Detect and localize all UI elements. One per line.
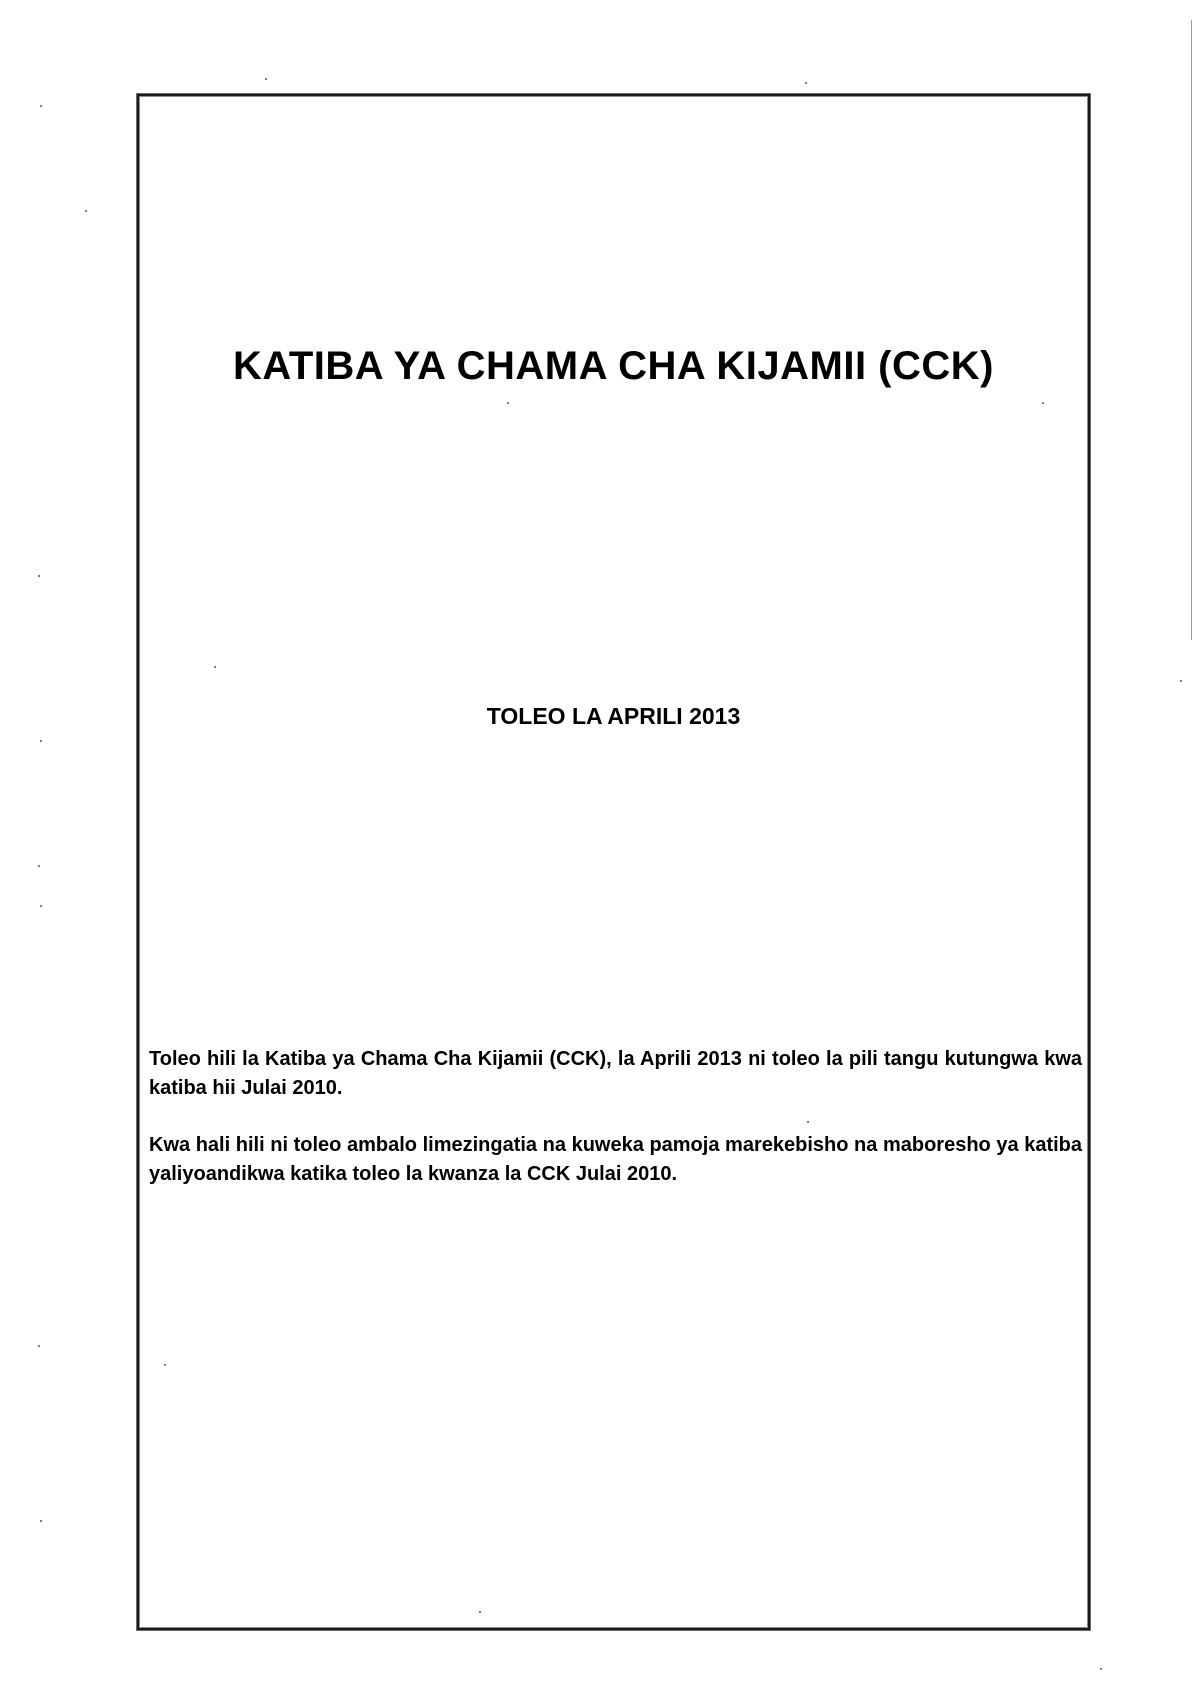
page-border xyxy=(137,94,1090,1630)
edition-notes xyxy=(149,1045,1082,1217)
note-paragraph: Toleo hili la Katiba ya Chama Cha Kijamii (CCK), la Aprili 2013 ni toleo la pili tangu kutungwa kwa katiba hii Julai 2010. xyxy=(149,1048,1082,1099)
scan-speck xyxy=(40,1520,42,1522)
scan-speck xyxy=(265,78,267,80)
scan-speck xyxy=(38,865,40,867)
scan-speck xyxy=(507,402,509,404)
scan-speck xyxy=(38,575,40,577)
scan-speck xyxy=(40,740,42,742)
scan-speck xyxy=(1180,680,1182,682)
scan-speck xyxy=(38,1345,40,1347)
scan-speck xyxy=(1100,1668,1102,1670)
scan-speck xyxy=(164,1364,166,1366)
scan-speck xyxy=(1042,402,1044,404)
scan-speck xyxy=(479,1611,481,1613)
note-paragraph: Kwa hali hili ni toleo ambalo limezingatia na kuweka pamoja marekebisho na maboresho ya katiba yaliyoandikwa katika toleo la kwanza la CCK Julai 2010. xyxy=(149,1134,1082,1185)
scan-speck xyxy=(40,105,42,107)
scan-speck xyxy=(85,210,87,212)
scan-edge-line xyxy=(1191,20,1192,640)
scan-speck xyxy=(214,666,216,668)
edition-label: TOLEO LA APRILI 2013 xyxy=(486,703,741,729)
document-title: KATIBA YA CHAMA CHA KIJAMII (CCK) xyxy=(233,344,994,388)
scan-speck xyxy=(805,82,807,84)
scan-speck xyxy=(40,905,42,907)
